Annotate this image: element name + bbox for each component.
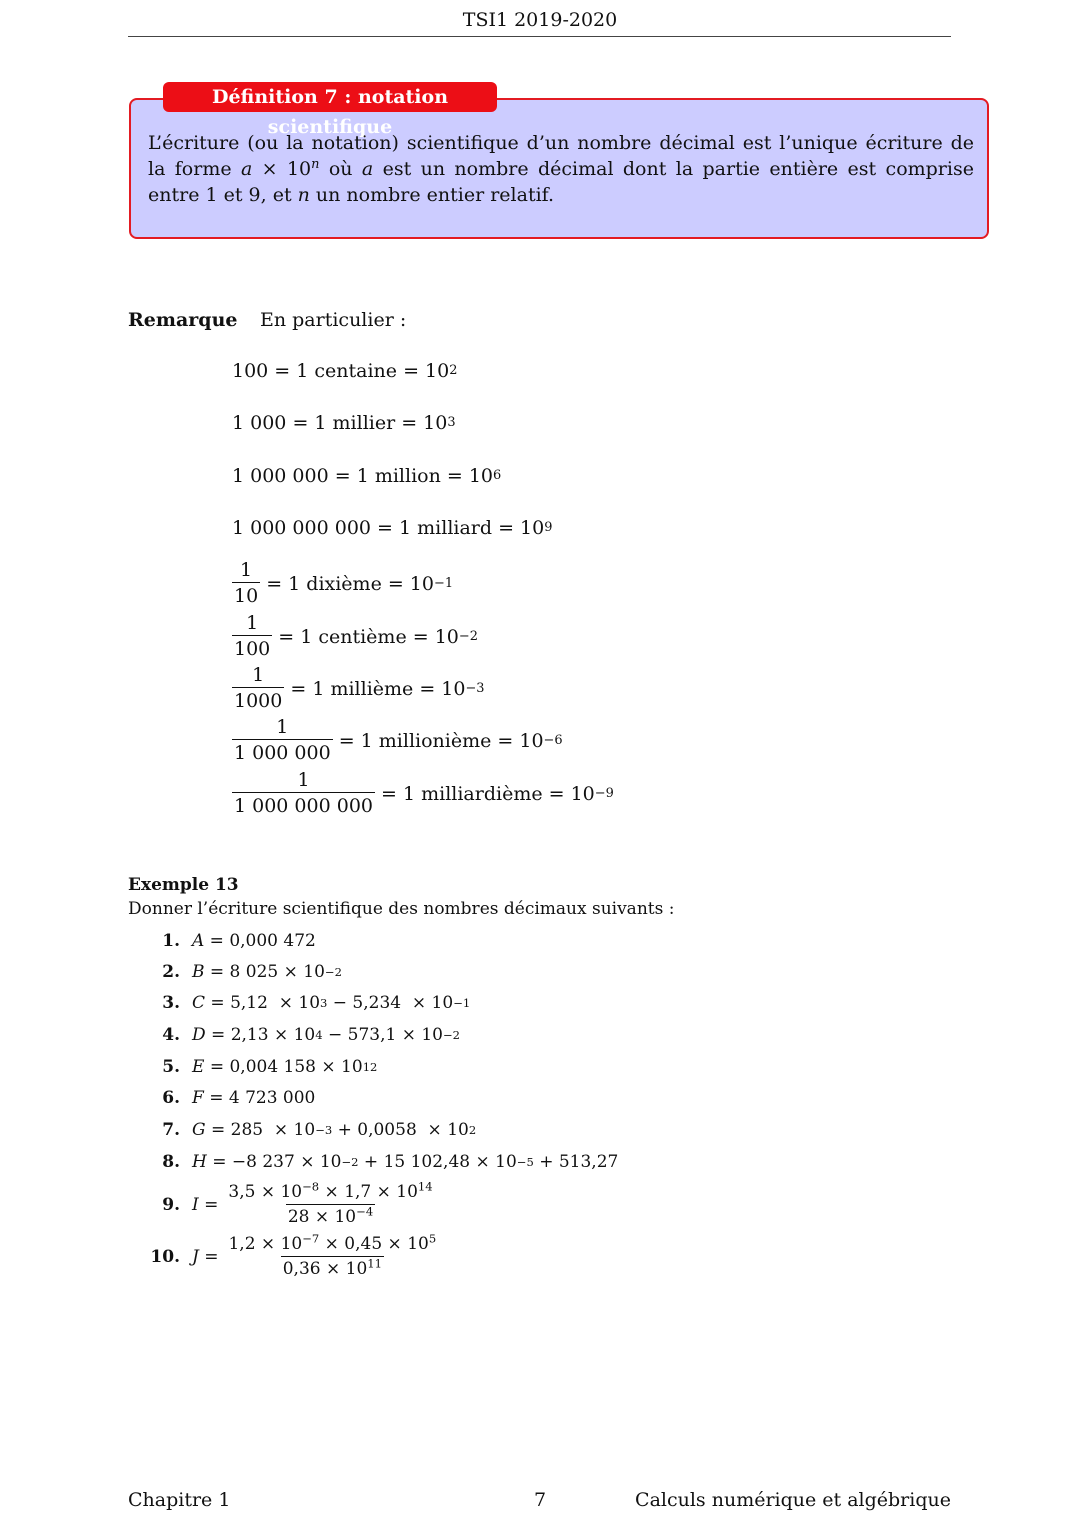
equation-text: = 1 millier = 10 xyxy=(286,412,448,434)
equation-text: = 1 milliard = 10 xyxy=(371,517,545,539)
exponent: 14 xyxy=(417,1179,433,1194)
item-variable: G xyxy=(192,1120,206,1140)
remark-label: Remarque xyxy=(128,309,238,331)
footer-chapter: Chapitre 1 xyxy=(128,1489,231,1511)
fraction xyxy=(232,558,260,609)
fraction-denominator xyxy=(281,1256,384,1281)
expr-text: = 0,004 158 × 10 xyxy=(204,1057,363,1077)
item-number: 5. xyxy=(162,1057,180,1077)
fraction xyxy=(232,611,272,662)
fraction-numerator: 1 xyxy=(246,612,259,634)
expr-text: 1,2 × 10 xyxy=(228,1234,303,1254)
example-title: Exemple 13 xyxy=(128,875,239,895)
item-number: 4. xyxy=(162,1025,180,1045)
exponent: −8 xyxy=(302,1179,320,1194)
example-item: 2. B = 8 025 × 10 −2 xyxy=(150,962,342,982)
definition-text-part: × 10 xyxy=(252,158,312,180)
exponent: 5 xyxy=(428,1231,437,1246)
equation-lhs: 1 000 000 xyxy=(232,465,329,487)
item-variable: B xyxy=(192,962,205,982)
item-number: 2. xyxy=(162,962,180,982)
equation-text: = 1 milliardième = 10 xyxy=(381,782,595,805)
expr-text: = −8 237 × 10 xyxy=(206,1152,342,1172)
fraction-denominator: 1 000 000 000 xyxy=(232,792,375,819)
item-variable: C xyxy=(192,993,206,1013)
fraction-denominator: 1000 xyxy=(232,687,284,714)
remark-equation: 1 000 = 1 millier = 10 3 xyxy=(232,412,456,434)
remark-equation: $\frac{1}{100}$ = 1 centième = 10 −2 xyxy=(234,612,478,660)
equation-text: = 1 centième = 10 xyxy=(278,625,459,648)
expr-text: + 0,0058 × 10 xyxy=(332,1120,469,1140)
expr-text: − 573,1 × 10 xyxy=(322,1025,443,1045)
fraction-denominator: 10 xyxy=(232,582,260,609)
item-number: 1. xyxy=(162,931,180,951)
expr-text: 0,36 × 10 xyxy=(282,1259,368,1279)
fraction xyxy=(222,1232,442,1281)
expr-text: 28 × 10 xyxy=(287,1207,357,1227)
item-number: 7. xyxy=(162,1120,180,1140)
equals: = xyxy=(198,1246,219,1267)
remark-equation: 100 = 1 centaine = 10 2 xyxy=(232,360,458,382)
fraction-denominator: 100 xyxy=(232,635,272,662)
expr-text: + 513,27 xyxy=(533,1152,619,1172)
equation-text: = 1 millionième = 10 xyxy=(338,729,544,752)
example-item: 3. C = 5,12 × 10 3 − 5,234 × 10 −1 xyxy=(150,993,470,1013)
expr-text: = 5,12 × 10 xyxy=(205,993,321,1013)
item-number: 9. xyxy=(162,1194,180,1215)
remark-equation: 1 000 000 000 = 1 milliard = 10 9 xyxy=(232,517,553,539)
equation-text: = 1 centaine = 10 xyxy=(268,360,450,382)
definition-text xyxy=(148,130,974,208)
item-variable: I xyxy=(192,1194,199,1215)
example-intro: Donner l’écriture scientifique des nombres décimaux suivants : xyxy=(128,899,675,919)
example-item: 8. H = −8 237 × 10 −2 + 15 102,48 × 10 −5 + 513,27 xyxy=(150,1152,618,1172)
exponent-n: n xyxy=(311,156,320,172)
item-number: 8. xyxy=(162,1152,180,1172)
example-item xyxy=(150,1088,315,1108)
variable-a: a xyxy=(240,158,253,180)
example-item: 5. E = 0,004 158 × 10 12 xyxy=(150,1057,377,1077)
fraction xyxy=(222,1180,438,1229)
remark-intro: En particulier : xyxy=(260,309,407,331)
equation-text: = 1 millième = 10 xyxy=(290,677,466,700)
fraction-numerator: 1 xyxy=(276,716,289,738)
item-variable: E xyxy=(192,1057,205,1077)
expr-text: = 2,13 × 10 xyxy=(205,1025,316,1045)
example-item xyxy=(150,1232,448,1281)
item-variable: D xyxy=(192,1025,206,1045)
item-variable: J xyxy=(192,1246,199,1267)
equals: = xyxy=(198,1194,219,1215)
fraction-numerator xyxy=(226,1232,438,1256)
remark-equation: $\frac{1}{10}$ = 1 dixième = 10 −1 xyxy=(234,559,454,607)
equation-lhs: 1 000 xyxy=(232,412,287,434)
equation-lhs: 100 xyxy=(232,360,269,382)
expr-text: + 15 102,48 × 10 xyxy=(358,1152,517,1172)
item-number: 10. xyxy=(150,1246,180,1267)
variable-n: n xyxy=(297,184,310,206)
equation-text: = 1 million = 10 xyxy=(328,465,494,487)
equation-lhs: 1 000 000 000 xyxy=(232,517,372,539)
footer-title: Calculs numérique et algébrique xyxy=(635,1489,951,1511)
fraction xyxy=(232,768,375,819)
footer-page-number: 7 xyxy=(533,1489,547,1511)
example-item xyxy=(150,1180,445,1229)
exponent: −7 xyxy=(302,1231,320,1246)
expr-text: = 4 723 000 xyxy=(203,1088,316,1108)
variable-a: a xyxy=(361,158,374,180)
fraction xyxy=(232,663,284,714)
remark-equation: $\frac{1}{1 000 000}$ = 1 millionième = 10 −6 xyxy=(234,716,563,764)
fraction-numerator: 1 xyxy=(240,559,253,581)
item-variable: F xyxy=(192,1088,204,1108)
example-item xyxy=(150,931,316,951)
item-number: 3. xyxy=(162,993,180,1013)
item-variable: H xyxy=(192,1152,207,1172)
definition-text-part: où xyxy=(319,158,362,180)
exponent: −4 xyxy=(356,1204,374,1219)
definition-label: Définition 7 : notation scientifique xyxy=(163,82,497,112)
exponent: 11 xyxy=(367,1256,382,1271)
fraction-denominator: 1 000 000 xyxy=(232,739,333,766)
header-rule xyxy=(128,36,951,37)
expr-text: × 0,45 × 10 xyxy=(319,1234,429,1254)
remark-equation: $\frac{1}{1000}$ = 1 millième = 10 −3 xyxy=(234,664,485,712)
equation-text: = 1 dixième = 10 xyxy=(266,572,434,595)
fraction xyxy=(232,715,333,766)
expr-text: − 5,234 × 10 xyxy=(327,993,454,1013)
remark-equation: 1 000 000 = 1 million = 10 6 xyxy=(232,465,502,487)
definition-text-part: un nombre entier relatif. xyxy=(309,184,555,206)
fraction-numerator xyxy=(226,1180,434,1204)
item-number: 6. xyxy=(162,1088,180,1108)
expr-text: = 8 025 × 10 xyxy=(204,962,325,982)
expr-text: 3,5 × 10 xyxy=(228,1182,303,1202)
remark-equation: $\frac{1}{1 000 000 000}$ = 1 milliardième = 10 −9 xyxy=(234,769,614,817)
expr-text: × 1,7 × 10 xyxy=(319,1182,418,1202)
example-item: 7. G = 285 × 10 −3 + 0,0058 × 10 2 xyxy=(150,1120,476,1140)
example-item: 4. D = 2,13 × 10 4 − 573,1 × 10 −2 xyxy=(150,1025,460,1045)
expr-text: = 285 × 10 xyxy=(205,1120,316,1140)
expr-text: = 0,000 472 xyxy=(204,931,316,951)
item-variable: A xyxy=(192,931,205,951)
fraction-numerator: 1 xyxy=(252,664,265,686)
fraction-numerator: 1 xyxy=(297,769,310,791)
definition-text-part: est un nombre décimal dont la partie entière est comprise entre 1 et 9, et xyxy=(148,158,974,206)
definition-text-part: L’écriture (ou la notation) scientifique d’un nombre décimal est l’unique écriture de la forme xyxy=(148,132,974,180)
fraction-denominator xyxy=(286,1204,375,1229)
page-header-title: TSI1 2019-2020 xyxy=(462,9,618,31)
